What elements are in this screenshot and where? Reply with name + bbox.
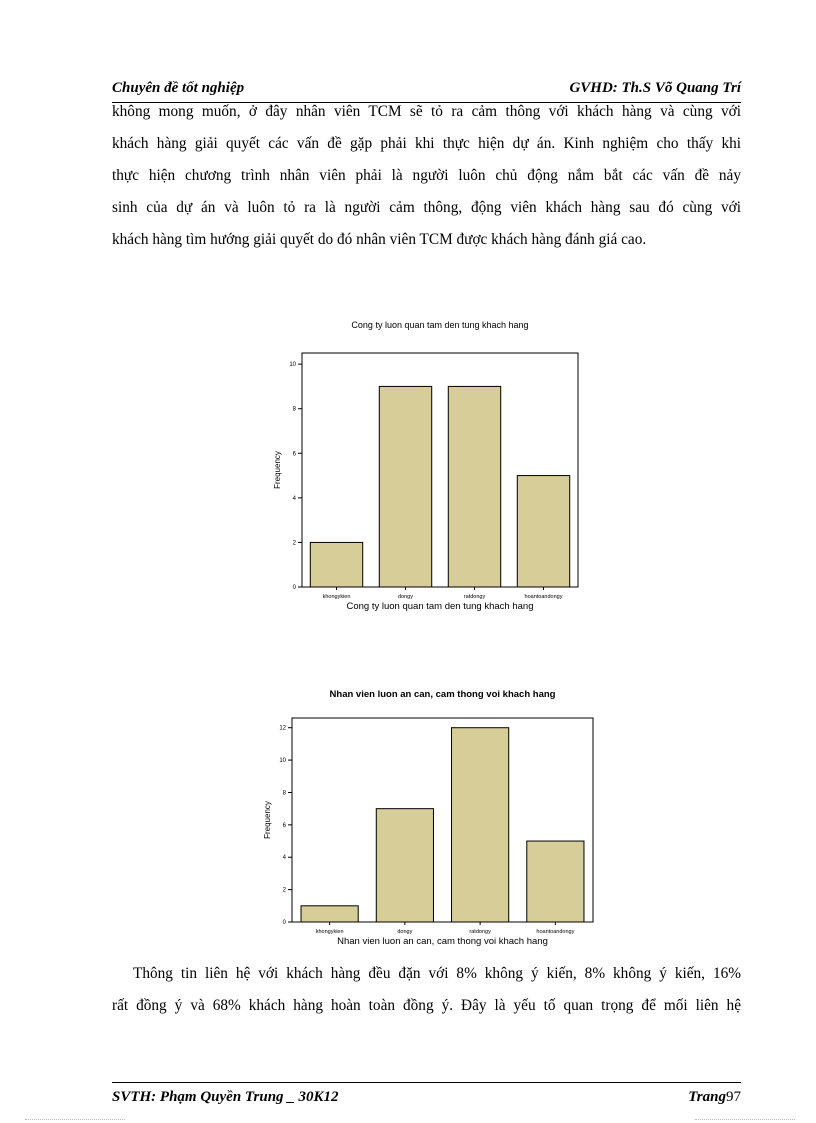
x-tick-label: ratdongy (469, 929, 491, 935)
x-axis-label: Cong ty luon quan tam den tung khach hang (346, 601, 534, 612)
bar (452, 728, 509, 922)
paragraph-1-line: khách hàng giải quyết các vấn đề gặp phải khi thực hiện dự án. Kinh nghiệm cho thấy khi (112, 135, 741, 152)
bar (527, 841, 584, 922)
paragraph-1 (112, 96, 741, 256)
x-tick-label: hoantoandongy (524, 594, 563, 600)
bar (448, 386, 500, 587)
y-tick-label: 2 (292, 540, 296, 547)
y-tick-label: 10 (289, 362, 296, 369)
dotted-rule-left (25, 1119, 125, 1120)
y-tick-label: 0 (282, 920, 286, 926)
bar (376, 809, 433, 922)
paragraph-2-line: rất đồng ý và 68% khách hàng hoàn toàn đồng ý. Đây là yếu tố quan trọng để mối liên hệ (112, 997, 741, 1014)
plot-frame (292, 718, 593, 922)
y-tick-label: 8 (282, 790, 286, 797)
paragraph-1-line: thực hiện chương trình nhân viên phải là người luôn chủ động nắm bắt các vấn đề nảy (112, 167, 741, 184)
chart-title: Cong ty luon quan tam den tung khach hang (351, 320, 529, 330)
x-tick-label: hoantoandongy (536, 929, 575, 935)
chart-title: Nhan vien luon an can, cam thong voi khach hang (329, 689, 556, 700)
plot-frame (302, 353, 578, 587)
page-footer (112, 1082, 741, 1105)
y-tick-label: 6 (282, 822, 286, 829)
y-tick-label: 4 (292, 495, 296, 502)
x-axis-label: Nhan vien luon an can, cam thong voi khach hang (337, 936, 548, 947)
y-tick-label: 0 (292, 585, 296, 591)
paragraph-2 (112, 958, 741, 1022)
paragraph-1-line: không mong muốn, ở đây nhân viên TCM sẽ tỏ ra cảm thông với khách hàng và cùng với (112, 103, 741, 120)
y-tick-label: 8 (292, 406, 296, 413)
x-tick-label: ratdongy (463, 594, 486, 600)
y-tick-label: 2 (282, 887, 286, 894)
x-tick-label: khongykien (315, 929, 344, 935)
paragraph-2-line: Thông tin liên hệ với khách hàng đều đặn với 8% không ý kiến, 8% không ý kiến, 16% (133, 965, 741, 982)
y-tick-label: 4 (282, 855, 286, 862)
bar (379, 386, 431, 587)
bar (517, 476, 569, 587)
y-axis-label: Frequency (263, 801, 272, 839)
footer-author: SVTH: Phạm Quyền Trung _ 30K12 (112, 1089, 339, 1105)
paragraph-1-line: khách hàng tìm hướng giải quyết do đó nhân viên TCM được khách hàng đánh giá cao. (112, 231, 647, 248)
y-axis-label: Frequency (273, 451, 282, 489)
x-tick-label: dongy (397, 929, 413, 935)
y-tick-label: 6 (292, 451, 296, 458)
footer-page-number: 97 (726, 1089, 741, 1105)
header-advisor: GVHD: Th.S Võ Quang Trí (569, 80, 741, 96)
bar (301, 906, 358, 922)
header-title: Chuyên đề tốt nghiệp (112, 80, 245, 96)
x-tick-label: dongy (398, 594, 413, 600)
footer-page (688, 1089, 741, 1106)
x-tick-label: khongykien (322, 594, 351, 600)
footer-page-label: Trang (688, 1089, 726, 1105)
paragraph-1-line: sinh của dự án và luôn tỏ ra là người cảm thông, động viên khách hàng sau đó cùng với (112, 199, 741, 216)
y-tick-label: 12 (279, 725, 286, 732)
bar (310, 542, 362, 587)
y-tick-label: 10 (279, 758, 286, 765)
dotted-rule-right (695, 1119, 795, 1120)
